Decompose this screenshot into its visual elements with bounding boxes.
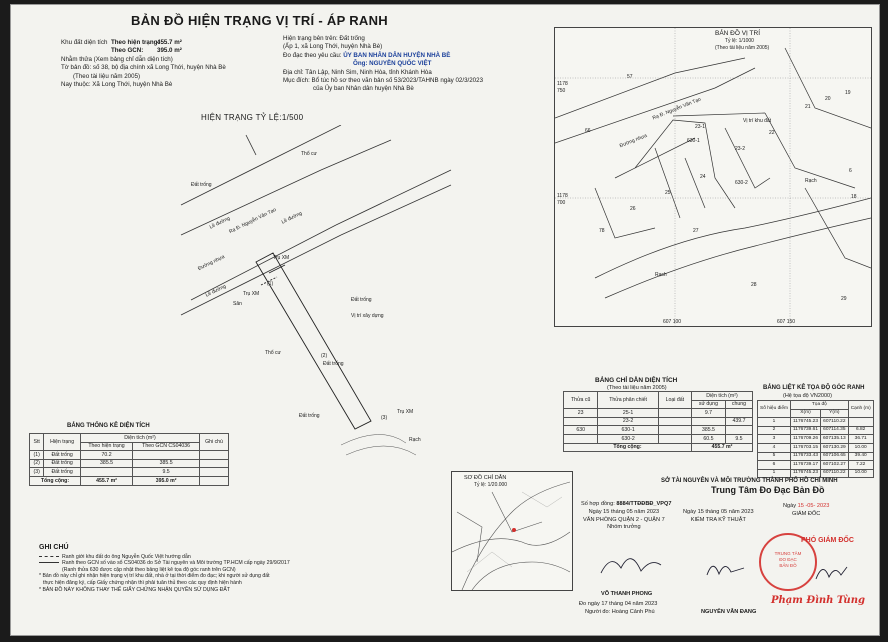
do-ngay: Đo ngày 17 tháng 04 năm 2023 (579, 601, 658, 607)
table-total-row: Tổng cộng: 455.7 m² (564, 443, 753, 452)
nguoi-do: Người đo: Hoàng Cảnh Phú (585, 609, 655, 615)
location-map (555, 28, 871, 326)
table-row: 23-2 439.7 (564, 417, 753, 426)
location-map-scale: Tỷ lệ: 1/1000 (725, 38, 754, 44)
parcel-label: 22 (769, 130, 775, 136)
parcel-label: 27 (693, 228, 699, 234)
theo-hien-trang-label: Theo hiện trạng: (111, 39, 160, 46)
notes-title: GHI CHÚ (39, 544, 69, 551)
coord-label: 1178 (557, 193, 568, 199)
hien-trang-ben-tren: Hiện trạng bên trên: Đất trống (283, 35, 365, 42)
so-do-map (452, 472, 572, 590)
table-row: (2) Đất trống 385.5 385.5 (30, 459, 229, 468)
parcel-label: 57 (627, 74, 633, 80)
parcel-label: 25 (665, 190, 671, 196)
main-map-title: HIỆN TRẠNG TỶ LỆ:1/500 (201, 113, 304, 122)
map-label: Đất trống (191, 182, 212, 188)
map-label: Rạch (409, 437, 421, 443)
parcel-label: 19 (845, 90, 851, 96)
name-3: Phạm Đình Tùng (771, 595, 865, 606)
toa-do-subtitle: (Hệ tọa độ VN2000) (783, 393, 832, 399)
theo-hien-trang-value: 455.7 m² (157, 39, 182, 46)
do-dac-value: ỦY BAN NHÂN DÂN HUYỆN NHÀ BÈ (343, 51, 451, 59)
parcel-label: 630-1 (687, 138, 700, 144)
to-ban-do: Tờ bản đồ: số 38, bộ địa chính xã Long Thới, huyện Nhà Bè (61, 64, 226, 72)
toa-do-table: Số hiệu điểm Tọa độ Cạnh (m) X(m) Y(m) 1 1176745.23 607110.22 2 1176739.61 607114.35 6.82 3 1176709.26 607135.13 36.71 4 1176703.15 607130.29 10.00 5 1176733.43 607106.65 39.40 6 1176739.17 607102.27 7.22 1 1176745.23 607110.22 10.00 (757, 400, 874, 478)
signature-1-image (591, 543, 671, 583)
map-label: Đường nhựa (618, 132, 648, 150)
map-label: Trụ XM (243, 291, 260, 297)
authority-line1: SỞ TÀI NGUYÊN VÀ MÔI TRƯỜNG THÀNH PHỐ HỒ CHÍ MINH (661, 478, 838, 484)
table-row: 630-2 60.5 9.5 (564, 434, 753, 443)
map-sheet (10, 4, 880, 636)
coord-label: 700 (557, 200, 566, 206)
map-label: Lề đường (208, 215, 232, 231)
map-label: (3) (381, 415, 388, 421)
map-label: Trụ XM (273, 255, 290, 261)
coord-label: 1178 (557, 81, 568, 87)
parcel-label: 66 (585, 128, 591, 134)
table-row: 4 1176703.15 607130.29 10.00 (758, 443, 874, 452)
table-row: (3) Đất trống 9.5 (30, 468, 229, 477)
map-label: Rạ Đ. Nguyễn Văn Tạo (651, 96, 702, 122)
map-label: (2) (321, 353, 328, 359)
coord-label: 607 150 (777, 319, 796, 325)
location-map-source: (Theo tài liệu năm 2005) (715, 45, 770, 51)
map-label: (1) (267, 281, 274, 287)
notes (39, 545, 290, 593)
table-row: 5 1176733.43 607106.65 39.40 (758, 452, 874, 461)
parcel-label: 28 (751, 282, 757, 288)
note-line: (Ranh thửa 630 được cập nhật theo bảng liệt kê tọa độ góc ranh trên GCN) (62, 566, 236, 573)
signature-block-3: Ngày 15 -05- 2023 GIÁM ĐỐC (783, 503, 830, 517)
name-2: NGUYỄN VĂN ĐANG (701, 609, 757, 615)
signature-2-image (699, 550, 759, 585)
map-label: Sân (233, 301, 242, 307)
parcel-label: 630-2 (735, 180, 748, 186)
header-right (283, 35, 483, 94)
table-row: 1 1176745.23 607110.22 10.00 (758, 469, 874, 478)
map-label: Đất trống (323, 361, 344, 367)
col-header: chung (725, 400, 752, 409)
chi-dan-subtitle: (Theo tài liệu năm 2005) (607, 385, 667, 391)
map-label: Đất trống (351, 297, 372, 303)
map-label: Trụ XM (397, 409, 414, 415)
map-label: Đất trống (299, 413, 320, 419)
table-row: 3 1176709.26 607135.13 36.71 (758, 435, 874, 444)
authority-line2: Trung Tâm Đo Đạc Bản Đồ (711, 485, 825, 495)
map-label: Vị trí xây dựng (351, 313, 384, 319)
chi-dan-table (563, 391, 753, 452)
dia-chi: Địa chỉ: Tân Lập, Ninh Sim, Ninh Hòa, tỉnh Khánh Hòa (283, 68, 432, 76)
table-row: 23 25-1 9.7 (564, 409, 753, 418)
khu-dat-label: Khu đất diện tích (61, 39, 108, 46)
so-do-frame (451, 471, 573, 591)
parcel-label: 6 (849, 168, 852, 174)
name-1: VÕ THANH PHONG (601, 591, 653, 597)
table-row: (1) Đất trống 70.2 (30, 451, 229, 460)
parcel-label: 21 (805, 104, 811, 110)
theo-gcn-label: Theo GCN: (111, 47, 144, 55)
map-label: Thổ cư (265, 350, 281, 356)
so-hop-dong: Số hợp đồng: 8884/TTĐĐBĐ_VPQ7 (581, 501, 672, 507)
col-header: Diện tích (m²) (691, 392, 752, 401)
parcel-label: 18 (851, 194, 857, 200)
map-label: Lề đường (280, 210, 304, 226)
note-line: Ranh giới khu đất do ông Nguyễn Quốc Việt hướng dẫn (39, 554, 290, 561)
header-left (61, 39, 226, 89)
parcel-label: 20 (825, 96, 831, 102)
coord-label: 607 100 (663, 319, 682, 325)
parcel-label: 29 (841, 296, 847, 302)
nay-thuoc: Nay thuộc: Xã Long Thới, huyện Nhà Bè (61, 81, 173, 89)
table-row: 6 1176739.17 607102.27 7.22 (758, 461, 874, 470)
parcel-label: 78 (599, 228, 605, 234)
location-map-title: BẢN ĐỒ VỊ TRÍ (715, 30, 761, 37)
col-header: Thửa phân chiết (598, 392, 658, 409)
map-label: Vị trí khu đất (743, 118, 772, 124)
theo-tai-lieu: (Theo tài liệu năm 2005) (73, 72, 141, 80)
parcel-label: 23-1 (695, 124, 706, 130)
map-label: Rạ Đ. Nguyễn Văn Tạo (228, 206, 278, 236)
map-label: Rạch (805, 178, 817, 184)
map-label: Đường nhựa (197, 253, 226, 273)
table-row: 1 1176745.23 607110.22 (758, 418, 874, 427)
parcel-label: 26 (630, 206, 636, 212)
pho-giam-doc: PHÓ GIÁM ĐỐC (801, 537, 854, 544)
so-do-scale: Tỷ lệ: 1/20.000 (474, 482, 508, 488)
location-map-frame (554, 27, 872, 327)
thong-ke-table: Stt Hiện trạng Diện tích (m²) Ghi chú Theo hiện trạng Theo GCN CS04036 (1) Đất trống 70.2 (2) Đất trống 385.5 385.5 (3) Đất trống 9.5 Tổng cộng: 455.7 m² 395.0 m² (29, 433, 229, 486)
do-dac-label: Đo đạc theo yêu cầu: (283, 51, 342, 59)
table-total-row: Tổng cộng: 455.7 m² 395.0 m² (30, 476, 229, 485)
note-line: Ranh theo GCN số vào sổ CS04036 do Sở Tài nguyên và Môi trường TP.HCM cấp ngày 29/9/2017 (39, 560, 290, 567)
table-row: 2 1176739.61 607114.35 6.82 (758, 426, 874, 435)
col-header: Loại đất (658, 392, 691, 409)
parcel-label: 24 (700, 174, 706, 180)
theo-gcn-value: 395.0 m² (157, 47, 182, 55)
map-label: Thổ cư (301, 151, 317, 157)
map-label: Lề đường (204, 283, 228, 299)
signature-3-image (811, 557, 851, 587)
muc-dich-2: của Ủy ban Nhân dân huyện Nhà Bè (313, 85, 414, 93)
muc-dich: Mục đích: Bổ túc hồ sơ theo văn bản số 53/2023/TAHNB ngày 02/3/2023 (283, 77, 484, 85)
official-stamp: TRUNG TÂM ĐO ĐẠC BẢN ĐỒ (759, 533, 817, 591)
signature-block-2: Ngày 15 tháng 05 năm 2023 KIỂM TRA KỸ THUẬT (683, 509, 754, 523)
parcel-label: 23-2 (735, 146, 746, 152)
thong-ke-title: BẢNG THỐNG KÊ DIỆN TÍCH (67, 423, 150, 429)
toa-do-title: BẢNG LIỆT KÊ TỌA ĐỘ GÓC RANH (763, 385, 865, 391)
note-line: * BẢN ĐỒ NÀY KHÔNG THAY THẾ GIẤY CHỨNG NHẬN QUYỀN SỬ DỤNG ĐẤT (39, 586, 231, 593)
document-title: BẢN ĐỒ HIỆN TRẠNG VỊ TRÍ - ÁP RANH (131, 13, 388, 28)
signature-block-1: Ngày 15 tháng 05 năm 2023 VĂN PHÒNG QUẬN 2 - QUẬN 7 Nhóm trưởng (583, 509, 665, 530)
ong-text: Ông: NGUYỄN QUỐC VIỆT (353, 60, 432, 68)
coord-label: 750 (557, 88, 566, 94)
so-do-title: SƠ ĐỒ CHỈ DẪN (464, 475, 507, 481)
note-line: * Bản đồ này chỉ ghi nhận hiện trạng vị trí khu đất, nhà ở tại thời điểm đo đạc; khi người sử dụng đất (39, 573, 270, 580)
table-row: 630 630-1 385.5 (564, 426, 753, 435)
col-header: sử dụng (691, 400, 725, 409)
map-label: Rạch (655, 272, 667, 278)
chi-dan-title: BẢNG CHỈ DẪN DIỆN TÍCH (595, 377, 678, 384)
col-header: Thửa cũ (564, 392, 598, 409)
ap-text: (Ấp 1, xã Long Thới, huyện Nhà Bè) (283, 43, 383, 51)
note-line: thực hiện đăng ký, cấp Giấy chứng nhận thì phải tuân thủ theo các quy định hiện hành (43, 579, 242, 586)
nham-thua: Nhằm thửa (Xem bảng chỉ dẫn diện tích) (61, 55, 173, 63)
